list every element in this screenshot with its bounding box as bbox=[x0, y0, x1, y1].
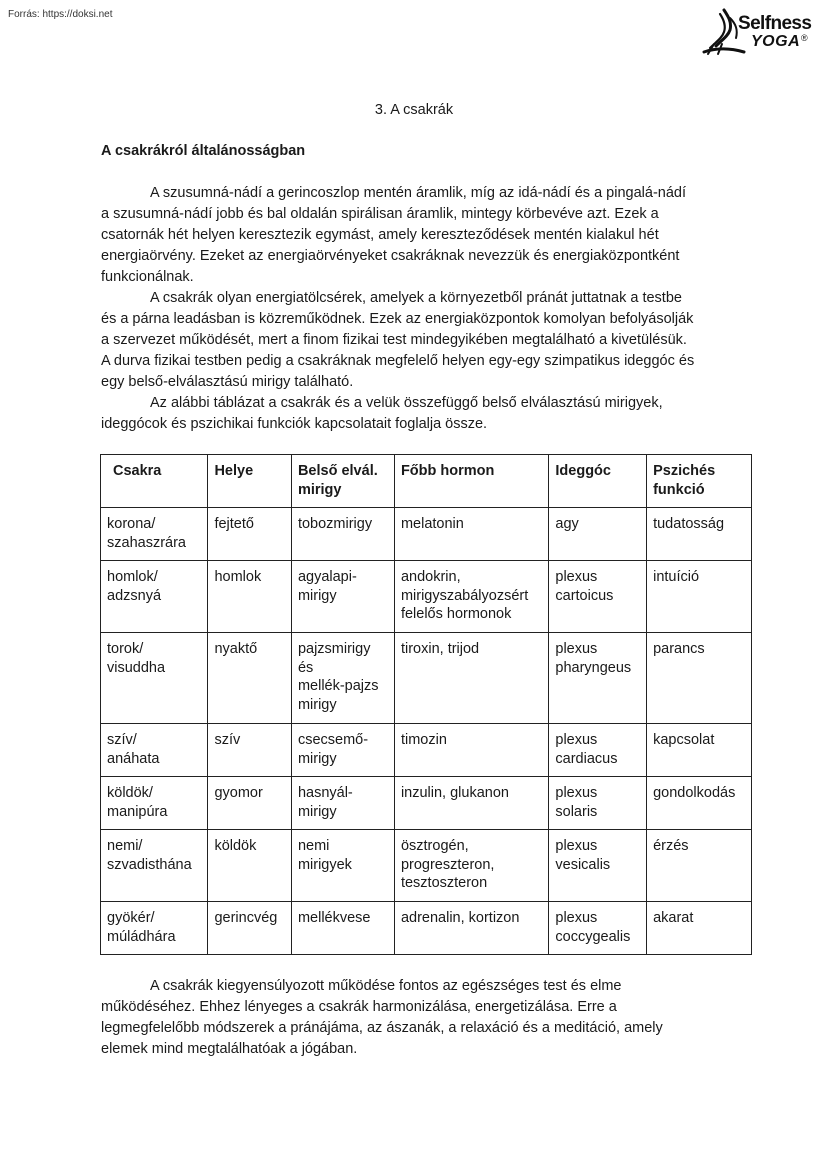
table-cell: homlok bbox=[208, 561, 292, 633]
source-line: Forrás: https://doksi.net bbox=[8, 9, 113, 20]
paragraph-line: A durva fizikai testben pedig a csakráknak megfelelő helyen egy-egy szimpatikus ideggóc és bbox=[101, 353, 695, 369]
paragraph-line: elemek mind megtalálhatóak a jógában. bbox=[101, 1041, 358, 1057]
table-cell: homlok/ adzsnyá bbox=[101, 561, 208, 633]
paragraph-line: ideggócok és pszichikai funkciók kapcsolatait foglalja össze. bbox=[101, 416, 488, 432]
table-row bbox=[101, 633, 752, 724]
table-cell: szív/ anáhata bbox=[101, 724, 208, 777]
table-row bbox=[101, 830, 752, 902]
body-text-bottom bbox=[101, 976, 733, 1060]
table-cell: kapcsolat bbox=[647, 724, 752, 777]
paragraph-line: a szervezet működését, mert a finom fizikai test mindegyikében megtalálható a kivetülésük. bbox=[101, 332, 687, 348]
section-heading: A csakrákról általánosságban bbox=[101, 143, 306, 159]
body-text-top bbox=[101, 183, 733, 435]
paragraph-line: A csakrák olyan energiatölcsérek, amelyek a környezetből pránát juttatnak a testbe bbox=[150, 290, 682, 306]
table-cell: köldök/ manipúra bbox=[101, 777, 208, 830]
table-cell: plexus cardiacus bbox=[549, 724, 647, 777]
table-header-row bbox=[101, 455, 752, 508]
table-cell: tudatosság bbox=[647, 508, 752, 561]
paragraph-line: egy belső-elválasztású mirigy található. bbox=[101, 374, 354, 390]
paragraph-line: A csakrák kiegyensúlyozott működése fontos az egészséges test és elme bbox=[150, 978, 622, 994]
table-cell: plexus cartoicus bbox=[549, 561, 647, 633]
table-cell: plexus pharyngeus bbox=[549, 633, 647, 724]
table-cell: nemi/ szvadisthána bbox=[101, 830, 208, 902]
table-cell: plexus vesicalis bbox=[549, 830, 647, 902]
table-cell: köldök bbox=[208, 830, 292, 902]
table-cell: akarat bbox=[647, 902, 752, 955]
table-cell: agy bbox=[549, 508, 647, 561]
table-cell: pajzsmirigy és mellék-pajzs mirigy bbox=[291, 633, 394, 724]
table-cell: melatonin bbox=[394, 508, 548, 561]
page-title: 3. A csakrák bbox=[374, 102, 454, 118]
table-cell: szív bbox=[208, 724, 292, 777]
table-cell: tobozmirigy bbox=[291, 508, 394, 561]
paragraph-line: A szusumná-nádí a gerincoszlop mentén áramlik, míg az idá-nádí és a pingalá-nádí bbox=[150, 185, 686, 201]
paragraph-line: Az alábbi táblázat a csakrák és a velük összefüggő belső elválasztású mirigyek, bbox=[150, 395, 663, 411]
table-cell: intuíció bbox=[647, 561, 752, 633]
table-row bbox=[101, 508, 752, 561]
table-cell: torok/ visuddha bbox=[101, 633, 208, 724]
table-cell: hasnyál- mirigy bbox=[291, 777, 394, 830]
table-cell: agyalapi- mirigy bbox=[291, 561, 394, 633]
table-cell: nemi mirigyek bbox=[291, 830, 394, 902]
table-cell: gerincvég bbox=[208, 902, 292, 955]
paragraph-line: legmegfelelőbb módszerek a pránájáma, az ászanák, a relaxáció és a meditáció, amely bbox=[101, 1020, 663, 1036]
paragraph-line: működéséhez. Ehhez lényeges a csakrák harmonizálása, energetizálása. Erre a bbox=[101, 999, 617, 1015]
table-cell: gyökér/ múládhára bbox=[101, 902, 208, 955]
header-funkcio: Pszichés funkció bbox=[647, 455, 752, 508]
table-cell: gyomor bbox=[208, 777, 292, 830]
table-cell: inzulin, glukanon bbox=[394, 777, 548, 830]
paragraph-line: és a párna leadásban is közreműködnek. Ezek az energiaközpontok komolyan befolyásolják bbox=[101, 311, 694, 327]
selfness-yoga-logo: Selfness YOGA ® bbox=[702, 8, 814, 56]
header-hormon: Főbb hormon bbox=[394, 455, 548, 508]
header-helye: Helye bbox=[208, 455, 292, 508]
table-cell: adrenalin, kortizon bbox=[394, 902, 548, 955]
table-cell: tiroxin, trijod bbox=[394, 633, 548, 724]
table-cell: plexus solaris bbox=[549, 777, 647, 830]
table-cell: érzés bbox=[647, 830, 752, 902]
header-mirigy: Belső elvál. mirigy bbox=[291, 455, 394, 508]
paragraph-line: csatornák hét helyen keresztezik egymást, amely kereszteződések mentén kialakul hét bbox=[101, 227, 659, 243]
table-cell: andokrin, mirigyszabályozsért felelős hormonok bbox=[394, 561, 548, 633]
paragraph-line: a szusumná-nádí jobb és bal oldalán spirálisan áramlik, mintegy körbevéve azt. Ezek a bbox=[101, 206, 659, 222]
table-row bbox=[101, 777, 752, 830]
header-csakra: Csakra bbox=[101, 455, 208, 508]
table-cell: mellékvese bbox=[291, 902, 394, 955]
table-row bbox=[101, 561, 752, 633]
table-cell: gondolkodás bbox=[647, 777, 752, 830]
table-cell: ösztrogén, progreszteron, tesztoszteron bbox=[394, 830, 548, 902]
table-row bbox=[101, 724, 752, 777]
table-cell: plexus coccygealis bbox=[549, 902, 647, 955]
table-cell: nyaktő bbox=[208, 633, 292, 724]
paragraph-line: energiaörvény. Ezeket az energiaörvényeket csakráknak nevezzük és energiaközpontként bbox=[101, 248, 680, 264]
header-ideggoc: Ideggóc bbox=[549, 455, 647, 508]
chakra-table bbox=[100, 454, 752, 955]
table-cell: korona/ szahaszrára bbox=[101, 508, 208, 561]
table-cell: parancs bbox=[647, 633, 752, 724]
table-cell: csecsemő- mirigy bbox=[291, 724, 394, 777]
table-cell: timozin bbox=[394, 724, 548, 777]
table-row bbox=[101, 902, 752, 955]
table-cell: fejtető bbox=[208, 508, 292, 561]
paragraph-line: funkcionálnak. bbox=[101, 269, 194, 285]
